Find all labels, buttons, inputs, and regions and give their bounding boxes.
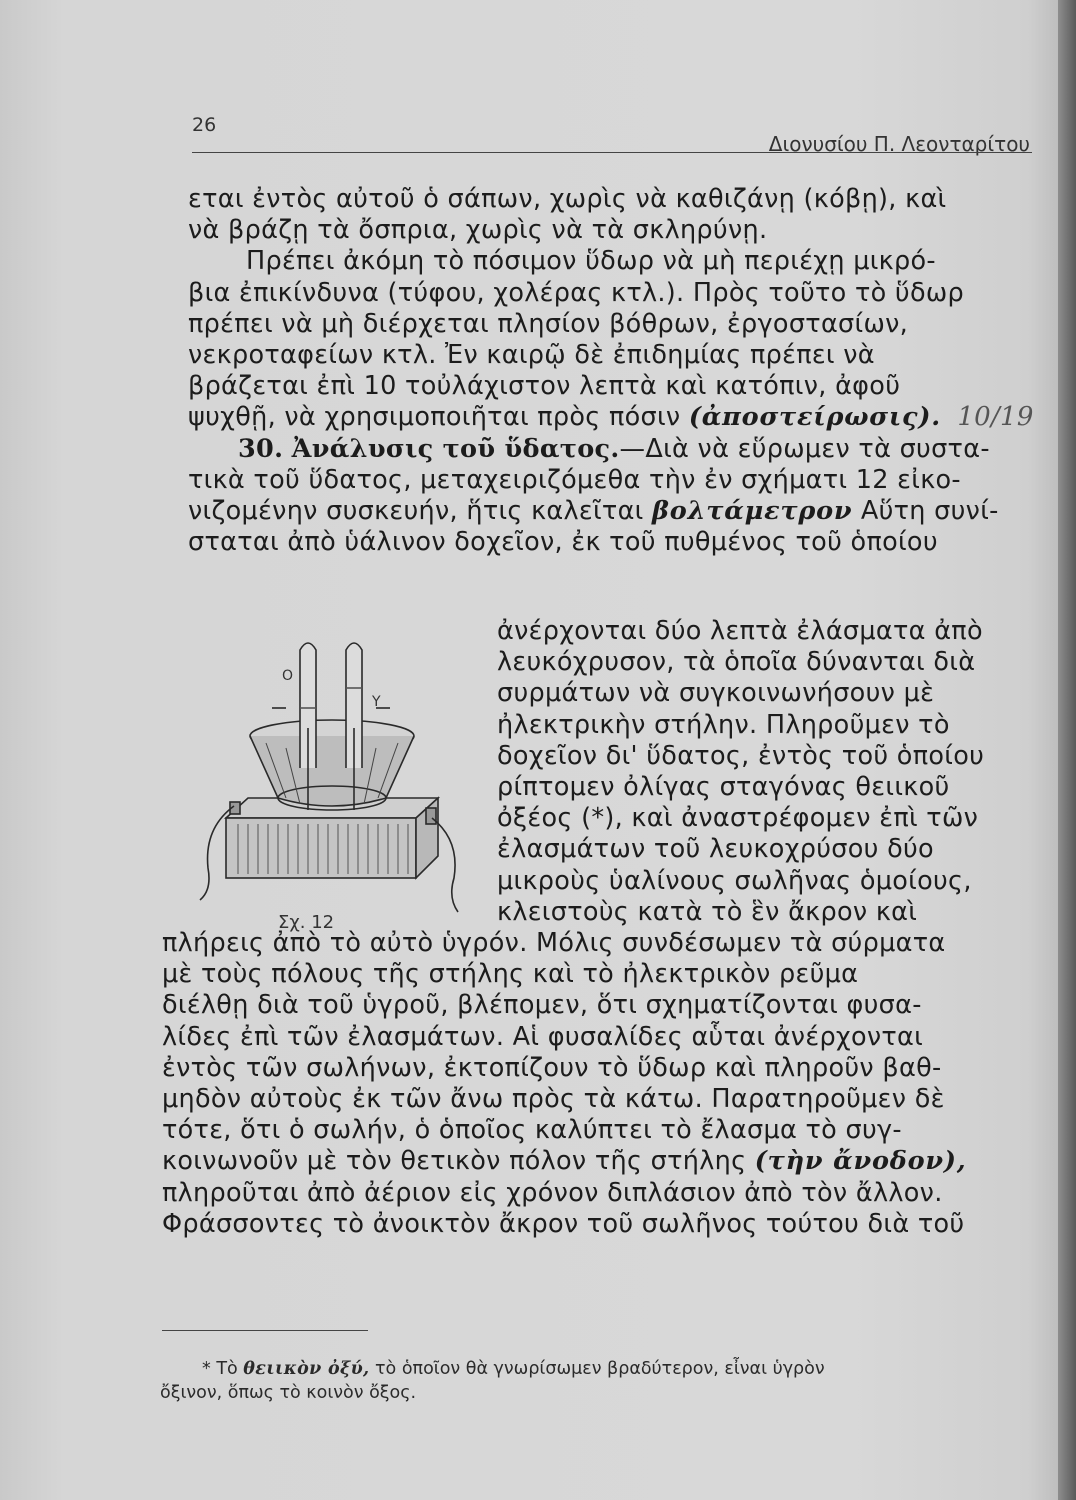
text-line: πλήρεις ἀπὸ τὸ αὐτὸ ὑγρόν. Μόλις συνδέσωμεν τὰ σύρματα xyxy=(162,928,946,958)
section-number: 30. xyxy=(238,433,284,464)
text-line: τότε, ὅτι ὁ σωλήν, ὁ ὁποῖος καλύπτει τὸ ἔλασμα τὸ συγ- xyxy=(162,1115,902,1146)
voltameter-illustration xyxy=(186,628,476,918)
text-segment: Αὕτη συνί- xyxy=(852,496,999,527)
footnote-term: θειικὸν ὀξύ, xyxy=(243,1359,370,1379)
text-line: λίδες ἐπὶ τῶν ἐλασμάτων. Αἱ φυσαλίδες αὗται ἀνέρχονται xyxy=(162,1021,924,1052)
term-anodos: (τὴν ἄνοδον), xyxy=(754,1146,967,1177)
text-line: πληροῦται ἀπὸ ἀέριον εἰς χρόνον διπλάσιον ἀπὸ τὸν ἄλλον. xyxy=(162,1177,943,1208)
label-y: Y xyxy=(372,694,381,710)
footnote xyxy=(160,1357,1030,1405)
section-heading-line xyxy=(188,434,1028,465)
text-line: νεκροταφείων κτλ. Ἐν καιρῷ δὲ ἐπιδημίας πρέπει νὰ xyxy=(188,340,875,371)
text-line: μηδὸν αὐτοὺς ἐκ τῶν ἄνω πρὸς τὰ κάτω. Παρατηροῦμεν δὲ xyxy=(162,1084,945,1115)
footnote-marker: * Τὸ xyxy=(202,1359,238,1379)
text-line: σταται ἀπὸ ὑάλινον δοχεῖον, ἐκ τοῦ πυθμένος τοῦ ὁποίου xyxy=(188,527,938,558)
text-line: τικὰ τοῦ ὕδατος, μεταχειριζόμεθα τὴν ἐν σχήματι 12 εἰκο- xyxy=(188,464,961,495)
text-line: λευκόχρυσον, τὰ ὁποῖα δύνανται διὰ xyxy=(497,647,976,678)
text-line: ρίπτομεν ὀλίγας σταγόνας θειικοῦ xyxy=(497,772,950,803)
text-line: Φράσσοντες τὸ ἀνοικτὸν ἄκρον τοῦ σωλῆνος τούτου διὰ τοῦ xyxy=(162,1208,965,1239)
text-line: ἐλασμάτων τοῦ λευκοχρύσου δύο xyxy=(497,834,934,865)
footnote-line: ὄξινον, ὅπως τὸ κοινὸν ὄξος. xyxy=(160,1383,417,1403)
text-segment: νιζομένην συσκευήν, ἥτις καλεῖται xyxy=(188,496,644,527)
text-line xyxy=(188,402,1034,433)
text-line: πρέπει νὰ μὴ διέρχεται πλησίον βόθρων, ἐργοστασίων, xyxy=(188,308,909,339)
body-text-top xyxy=(188,184,1034,558)
text-line: κλειστοὺς κατὰ τὸ ἓν ἄκρον καὶ xyxy=(497,896,918,927)
section-title: Ἀνάλυσις τοῦ ὕδατος. xyxy=(291,433,620,464)
text-line xyxy=(188,496,1028,527)
text-line: ἐντὸς τῶν σωλήνων, ἐκτοπίζουν τὸ ὕδωρ καὶ πληροῦν βαθ- xyxy=(162,1052,942,1083)
text-line: Πρέπει ἀκόμη τὸ πόσιμον ὕδωρ νὰ μὴ περιέχῃ μικρό- xyxy=(246,246,936,277)
page-header xyxy=(192,114,1030,154)
text-line: εται ἐντὸς αὐτοῦ ὁ σάπων, χωρὶς νὰ καθιζάνῃ (κόβῃ), καὶ xyxy=(188,184,947,214)
body-text-bottom xyxy=(162,928,1028,1240)
handwritten-note: 10/19 xyxy=(957,402,1034,433)
label-o: O xyxy=(282,668,294,684)
text-segment: ψυχθῇ, νὰ χρησιμοποιῆται πρὸς πόσιν xyxy=(188,402,681,433)
text-line: μικροὺς ὑαλίνους σωλῆνας ὁμοίους, xyxy=(497,865,972,896)
text-line: συρμάτων νὰ συγκοινωνήσουν μὲ xyxy=(497,678,935,709)
text-line: νὰ βράζῃ τὰ ὄσπρια, χωρὶς νὰ τὰ σκληρύνῃ. xyxy=(188,215,768,246)
footnote-line xyxy=(160,1357,1030,1381)
text-line xyxy=(162,1146,1028,1177)
text-line: ἀνέρχονται δύο λεπτὰ ἐλάσματα ἀπὸ xyxy=(497,616,983,646)
text-line: διέλθῃ διὰ τοῦ ὑγροῦ, βλέπομεν, ὅτι σχηματίζονται φυσα- xyxy=(162,990,922,1021)
figure-caption: Σχ. 12 xyxy=(278,912,335,933)
text-segment: κοινωνοῦν μὲ τὸν θετικὸν πόλον τῆς στήλης xyxy=(162,1146,747,1177)
header-rule xyxy=(192,152,1032,153)
text-line: ἠλεκτρικὴν στήλην. Πληροῦμεν τὸ xyxy=(497,709,950,740)
text-line: βια ἐπικίνδυνα (τύφου, χολέρας κτλ.). Πρὸς τοῦτο τὸ ὕδωρ xyxy=(188,277,965,308)
page-number: 26 xyxy=(192,114,217,136)
text-segment: —Διὰ νὰ εὕρωμεν τὰ συστα- xyxy=(619,433,990,464)
term-apostirosis: (ἀποστείρωσις). xyxy=(688,402,941,433)
running-head: Διονυσίου Π. Λεονταρίτου xyxy=(768,132,1030,156)
footnote-rule xyxy=(162,1330,368,1331)
page-edge-shadow xyxy=(1058,0,1076,1500)
text-line: ὀξέος (*), καὶ ἀναστρέφομεν ἐπὶ τῶν xyxy=(497,803,979,834)
text-line: βράζεται ἐπὶ 10 τοὐλάχιστον λεπτὰ καὶ κατόπιν, ἀφοῦ xyxy=(188,371,901,402)
text-line: μὲ τοὺς πόλους τῆς στήλης καὶ τὸ ἠλεκτρικὸν ρεῦμα xyxy=(162,959,859,990)
term-voltameter: βολτάμετρον xyxy=(652,496,853,527)
body-text-beside-figure xyxy=(497,616,1019,928)
text-line: δοχεῖον δι' ὕδατος, ἐντὸς τοῦ ὁποίου xyxy=(497,740,985,771)
text-segment: τὸ ὁποῖον θὰ γνωρίσωμεν βραδύτερον, εἶναι ὑγρὸν xyxy=(369,1359,825,1379)
figure-voltameter xyxy=(186,628,476,938)
